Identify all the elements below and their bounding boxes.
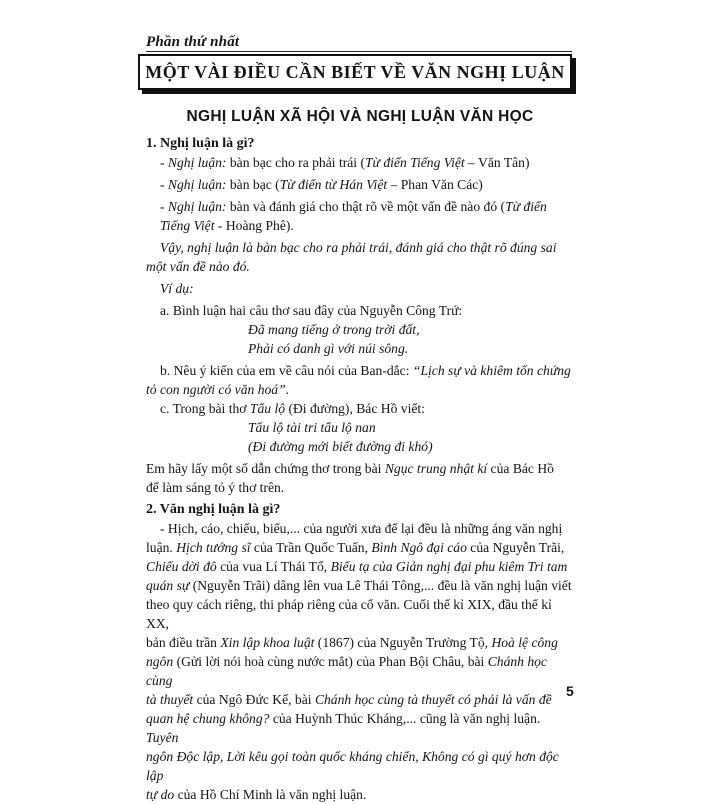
q2-line-8: tà thuyết của Ngô Đức Kế, bài Chánh học cùng tà thuyết có phải là vấn đề [146,692,552,707]
part-label: Phần thứ nhất [146,34,240,50]
q2-line-9: quan hệ chung không? của Huỳnh Thúc Kháng,... cũng là văn nghị luận. Tuyên [146,711,541,745]
q2-line-7: ngôn (Gửi lời nói hoà cùng nước mắt) của Phan Bội Châu, bài Chánh học cùng [146,654,547,688]
q2-line-1: - Hịch, cáo, chiếu, biểu,... của người xưa để lại đều là những áng văn nghị [160,521,563,536]
summary-cont: một vấn đề nào đó. [146,259,250,274]
q2-line-3: Chiếu dời đô của vua Lí Thái Tổ, Biểu tạ của Giản nghị đại phu kiêm Tri tam [146,559,568,574]
summary: Vậy, nghị luận là bàn bạc cho ra phải trái, đánh giá cho thật rõ đúng sai [160,240,557,255]
example-c: c. Trong bài thơ Tẩu lộ (Đi đường), Bác Hồ viết: [160,401,425,416]
q2-heading: 2. Văn nghị luận là gì? [146,502,281,517]
poem-c-line-1: Tẩu lộ tài tri tẩu lộ nan [248,420,376,435]
example-label: Ví dụ: [160,281,194,296]
q2-line-4: quán sự (Nguyễn Trãi) dâng lên vua Lê Thái Tông,... đều là văn nghị luận viết [146,578,572,593]
example-b-cont: tỏ con người có văn hoá”. [146,382,290,397]
section-title: NGHỊ LUẬN XÃ HỘI VÀ NGHỊ LUẬN VĂN HỌC [186,108,534,125]
poem-c-line-2: (Đi đường mới biết đường đi khó) [248,439,433,454]
part-title: MỘT VÀI ĐIỀU CẦN BIẾT VỀ VĂN NGHỊ LUẬN [138,54,572,90]
q2-line-11: tự do của Hồ Chí Minh là văn nghị luận. [146,787,367,802]
body-text [146,134,574,804]
definition-3: - Nghị luận: bàn và đánh giá cho thật rõ về một vấn đề nào đó (Từ điển Tiếng Việt - Hoàng Phê). [160,199,547,233]
poem-a-line-2: Phải có danh gì với núi sông. [248,341,409,356]
q1-heading: 1. Nghị luận là gì? [146,136,255,151]
header-rule [146,51,572,52]
task-cont: để làm sáng tỏ ý thơ trên. [146,480,285,495]
task: Em hãy lấy một số dẫn chứng thơ trong bài Ngục trung nhật kí của Bác Hồ [146,461,554,476]
page-number: 5 [566,683,574,699]
example-b: b. Nêu ý kiến của em về câu nói của Ban-dắc: “Lịch sự và khiêm tốn chứng [160,363,571,378]
q2-line-6: bản điều trần Xin lập khoa luật (1867) của Nguyễn Trường Tộ, Hoà lệ công [146,635,558,650]
poem-a-line-1: Đã mang tiếng ở trong trời đất, [248,322,420,337]
example-a: a. Bình luận hai câu thơ sau đây của Nguyễn Công Trứ: [160,303,463,318]
q2-line-2: luận. Hịch tướng sĩ của Trần Quốc Tuấn, Bình Ngô đại cáo của Nguyễn Trãi, [146,540,565,555]
definition-1: - Nghị luận: bàn bạc cho ra phải trái (Từ điển Tiếng Việt – Văn Tân) [160,155,530,170]
q2-line-5: theo quy cách riêng, thi pháp riêng của cổ văn. Cuối thế kỉ XIX, đầu thế kỉ XX, [146,597,552,631]
definition-2: - Nghị luận: bàn bạc (Từ điển từ Hán Việt – Phan Văn Các) [160,177,483,192]
q2-line-10: ngôn Độc lập, Lời kêu gọi toàn quốc kháng chiến, Không có gì quý hơn độc lập [146,749,559,783]
